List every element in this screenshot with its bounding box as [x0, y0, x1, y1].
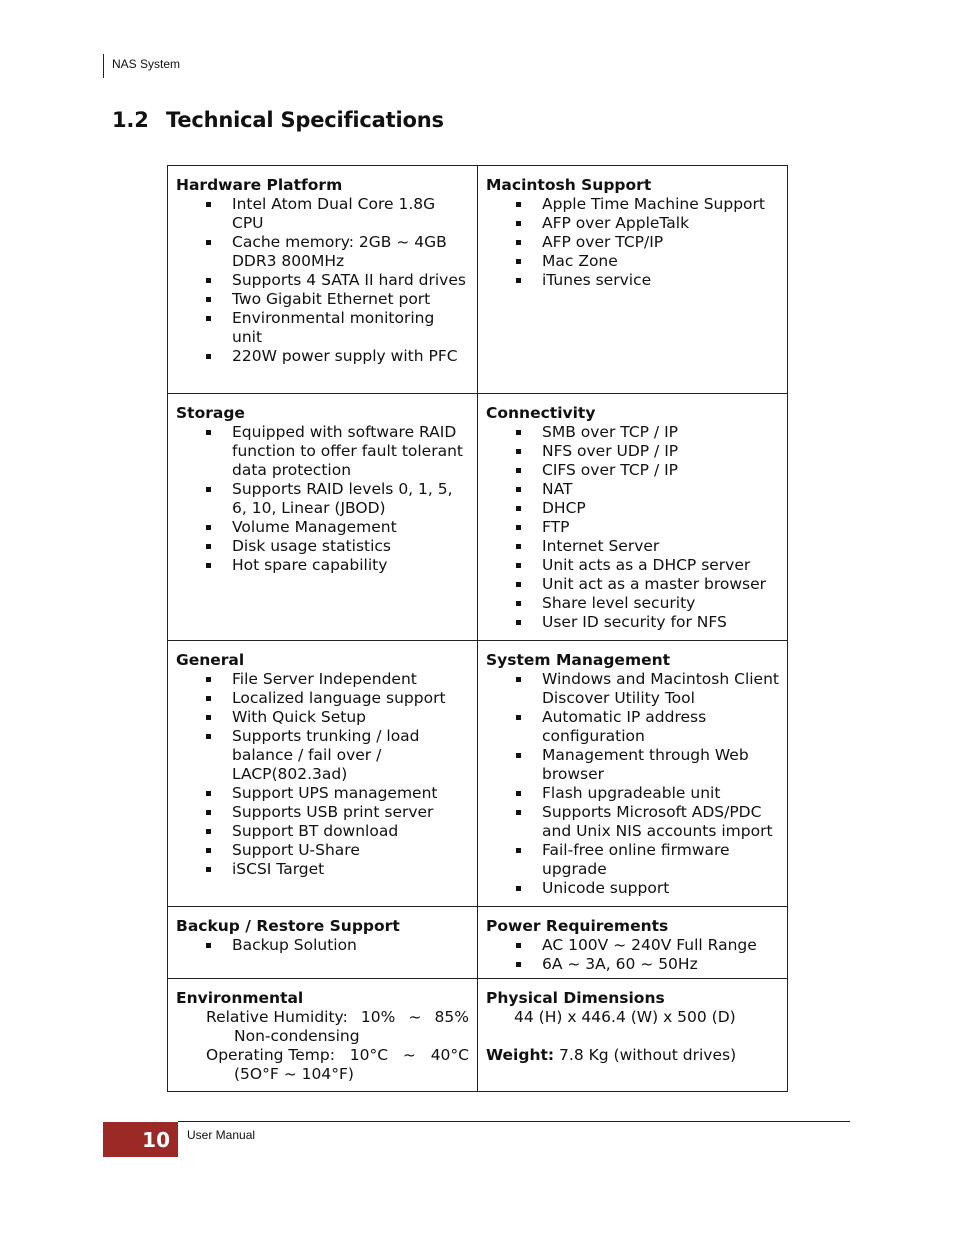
cell-title: Power Requirements — [486, 917, 669, 935]
list-item-text: Share level security — [542, 594, 696, 612]
bullet-square-icon — [516, 886, 521, 891]
list-item-text: Mac Zone — [542, 252, 618, 270]
list-item-text: Unicode support — [542, 879, 670, 897]
bullet-square-icon — [516, 753, 521, 758]
list-item-text: NFS over UDP / IP — [542, 442, 679, 460]
list-item — [514, 936, 779, 955]
humidity-note: Non-condensing — [234, 1027, 360, 1045]
temp-line — [176, 1046, 469, 1065]
temp-label: Operating Temp: — [206, 1046, 335, 1064]
list-item — [204, 537, 469, 556]
bullet-list — [176, 670, 469, 879]
bullet-square-icon — [516, 848, 521, 853]
bullet-square-icon — [206, 867, 211, 872]
list-item — [514, 442, 779, 461]
bullet-square-icon — [206, 810, 211, 815]
cell-title: General — [176, 651, 245, 669]
bullet-square-icon — [206, 791, 211, 796]
list-item — [204, 233, 469, 271]
cell-environmental — [168, 979, 478, 1092]
bullet-square-icon — [206, 677, 211, 682]
list-item — [204, 860, 469, 879]
bullet-square-icon — [516, 582, 521, 587]
bullet-square-icon — [206, 848, 211, 853]
humidity-max: 85% — [434, 1008, 469, 1026]
list-item-text: Windows and Macintosh Client Discover Utility Tool — [542, 670, 779, 707]
list-item-text: Intel Atom Dual Core 1.8G CPU — [232, 195, 436, 232]
bullet-square-icon — [516, 563, 521, 568]
list-item — [514, 233, 779, 252]
bullet-square-icon — [516, 810, 521, 815]
list-item-text: DHCP — [542, 499, 586, 517]
temp-note: (5O°F ~ 104°F) — [234, 1065, 354, 1083]
list-item — [204, 290, 469, 309]
list-item-text: Unit acts as a DHCP server — [542, 556, 751, 574]
temp-min: 10°C — [349, 1046, 389, 1064]
cell-connectivity — [478, 394, 788, 641]
list-item — [514, 670, 779, 708]
cell-physical-dimensions — [478, 979, 788, 1092]
list-item-text: Localized language support — [232, 689, 446, 707]
spec-table — [167, 165, 788, 1092]
cell-title: Connectivity — [486, 404, 596, 422]
cell-title: Environmental — [176, 989, 304, 1007]
weight-value: 7.8 Kg (without drives) — [554, 1046, 737, 1064]
bullet-square-icon — [516, 468, 521, 473]
list-item-text: Support U-Share — [232, 841, 360, 859]
list-item-text: Support BT download — [232, 822, 399, 840]
bullet-square-icon — [516, 525, 521, 530]
humidity-min: 10% — [360, 1008, 396, 1026]
list-item — [204, 309, 469, 347]
list-item-text: 220W power supply with PFC — [232, 347, 458, 365]
list-item — [514, 594, 779, 613]
bullet-square-icon — [206, 278, 211, 283]
list-item-text: Management through Web browser — [542, 746, 749, 783]
list-item — [514, 214, 779, 233]
bullet-square-icon — [516, 601, 521, 606]
bullet-square-icon — [206, 240, 211, 245]
list-item — [514, 841, 779, 879]
list-item — [204, 556, 469, 575]
list-item-text: AC 100V ~ 240V Full Range — [542, 936, 757, 954]
cell-hardware-platform — [168, 166, 478, 394]
bullet-square-icon — [516, 278, 521, 283]
bullet-list — [176, 936, 469, 955]
cell-backup-restore — [168, 907, 478, 979]
bullet-list — [176, 195, 469, 366]
footer-manual-title: User Manual — [187, 1128, 256, 1142]
list-item-text: NAT — [542, 480, 573, 498]
list-item-text: AFP over AppleTalk — [542, 214, 690, 232]
page-number: 10 — [142, 1127, 170, 1152]
list-item — [204, 689, 469, 708]
list-item — [514, 955, 779, 974]
list-item-text: Two Gigabit Ethernet port — [232, 290, 431, 308]
list-item — [204, 727, 469, 784]
table-row — [168, 394, 788, 641]
humidity-label: Relative Humidity: — [206, 1008, 348, 1026]
list-item-text: Supports USB print server — [232, 803, 434, 821]
list-item — [204, 480, 469, 518]
bullet-square-icon — [206, 734, 211, 739]
list-item — [514, 556, 779, 575]
bullet-square-icon — [206, 430, 211, 435]
cell-title: System Management — [486, 651, 671, 669]
bullet-square-icon — [516, 943, 521, 948]
list-item-text: Environmental monitoring unit — [232, 309, 435, 346]
list-item-text: CIFS over TCP / IP — [542, 461, 679, 479]
section-title — [112, 108, 444, 132]
bullet-square-icon — [206, 297, 211, 302]
weight-line — [486, 1046, 779, 1065]
cell-title: Physical Dimensions — [486, 989, 665, 1007]
cell-title: Backup / Restore Support — [176, 917, 400, 935]
table-row — [168, 979, 788, 1092]
bullet-list — [486, 423, 779, 632]
list-item — [514, 613, 779, 632]
list-item-text: Hot spare capability — [232, 556, 388, 574]
cell-macintosh-support — [478, 166, 788, 394]
list-item — [204, 784, 469, 803]
list-item — [514, 252, 779, 271]
list-item — [514, 461, 779, 480]
table-row — [168, 907, 788, 979]
list-item-text: Supports RAID levels 0, 1, 5, 6, 10, Linear (JBOD) — [232, 480, 453, 517]
list-item-text: Supports 4 SATA II hard drives — [232, 271, 466, 289]
list-item-text: Unit act as a master browser — [542, 575, 767, 593]
running-header — [103, 54, 180, 78]
bullet-square-icon — [516, 487, 521, 492]
list-item — [204, 803, 469, 822]
temp-sep: ~ — [402, 1046, 416, 1064]
cell-title: Macintosh Support — [486, 176, 652, 194]
list-item — [514, 575, 779, 594]
table-row — [168, 166, 788, 394]
list-item-text: Support UPS management — [232, 784, 438, 802]
temp-max: 40°C — [430, 1046, 469, 1064]
list-item-text: Disk usage statistics — [232, 537, 392, 555]
bullet-square-icon — [206, 563, 211, 568]
list-item — [204, 841, 469, 860]
running-title: NAS System — [112, 57, 181, 71]
list-item-text: Volume Management — [232, 518, 397, 536]
weight-label: Weight: — [486, 1046, 555, 1064]
bullet-list — [486, 936, 779, 974]
list-item — [204, 708, 469, 727]
list-item-text: 6A ~ 3A, 60 ~ 50Hz — [542, 955, 698, 973]
list-item — [514, 423, 779, 442]
list-item — [514, 480, 779, 499]
bullet-square-icon — [516, 202, 521, 207]
list-item — [514, 803, 779, 841]
bullet-square-icon — [516, 430, 521, 435]
list-item-text: iSCSI Target — [232, 860, 325, 878]
list-item — [514, 271, 779, 290]
list-item-text: iTunes service — [542, 271, 652, 289]
list-item-text: Flash upgradeable unit — [542, 784, 721, 802]
list-item-text: SMB over TCP / IP — [542, 423, 678, 441]
spacer — [486, 1027, 779, 1046]
list-item-text: File Server Independent — [232, 670, 417, 688]
list-item — [204, 195, 469, 233]
humidity-line — [176, 1008, 469, 1027]
list-item-text: Internet Server — [542, 537, 660, 555]
bullet-square-icon — [206, 829, 211, 834]
footer-rule — [178, 1121, 850, 1122]
list-item — [204, 347, 469, 366]
list-item-text: AFP over TCP/IP — [542, 233, 664, 251]
cell-title: Storage — [176, 404, 245, 422]
bullet-square-icon — [206, 202, 211, 207]
bullet-list — [486, 195, 779, 290]
bullet-square-icon — [516, 677, 521, 682]
bullet-square-icon — [206, 525, 211, 530]
list-item — [514, 746, 779, 784]
bullet-square-icon — [206, 487, 211, 492]
list-item — [204, 271, 469, 290]
bullet-square-icon — [206, 943, 211, 948]
list-item — [514, 708, 779, 746]
bullet-list — [176, 423, 469, 575]
list-item-text: User ID security for NFS — [542, 613, 727, 631]
list-item-text: Supports trunking / load balance / fail over / LACP(802.3ad) — [232, 727, 420, 783]
list-item — [204, 423, 469, 480]
bullet-square-icon — [206, 316, 211, 321]
list-item-text: Automatic IP address configuration — [542, 708, 707, 745]
list-item — [204, 518, 469, 537]
section-number: 1.2 — [112, 108, 149, 132]
list-item — [514, 879, 779, 898]
section-title-text: Technical Specifications — [166, 108, 444, 132]
bullet-square-icon — [516, 544, 521, 549]
list-item — [204, 936, 469, 955]
bullet-square-icon — [516, 259, 521, 264]
bullet-square-icon — [516, 449, 521, 454]
cell-title: Hardware Platform — [176, 176, 343, 194]
bullet-square-icon — [516, 240, 521, 245]
list-item — [514, 784, 779, 803]
bullet-square-icon — [206, 544, 211, 549]
list-item-text: Supports Microsoft ADS/PDC and Unix NIS accounts import — [542, 803, 773, 840]
bullet-square-icon — [516, 791, 521, 796]
list-item-text: Backup Solution — [232, 936, 357, 954]
list-item — [514, 499, 779, 518]
bullet-square-icon — [516, 620, 521, 625]
dimensions-value: 44 (H) x 446.4 (W) x 500 (D) — [514, 1008, 736, 1026]
list-item — [514, 537, 779, 556]
bullet-square-icon — [206, 696, 211, 701]
bullet-square-icon — [206, 715, 211, 720]
list-item-text: Equipped with software RAID function to offer fault tolerant data protection — [232, 423, 463, 479]
cell-general — [168, 641, 478, 907]
bullet-square-icon — [516, 221, 521, 226]
list-item-text: Cache memory: 2GB ~ 4GB DDR3 800MHz — [232, 233, 447, 270]
bullet-square-icon — [516, 962, 521, 967]
table-row — [168, 641, 788, 907]
list-item-text: FTP — [542, 518, 570, 536]
bullet-square-icon — [206, 354, 211, 359]
list-item — [514, 195, 779, 214]
list-item — [204, 670, 469, 689]
bullet-list — [486, 670, 779, 898]
list-item-text: With Quick Setup — [232, 708, 366, 726]
cell-storage — [168, 394, 478, 641]
list-item — [204, 822, 469, 841]
list-item — [514, 518, 779, 537]
cell-power-requirements — [478, 907, 788, 979]
humidity-sep: ~ — [408, 1008, 422, 1026]
list-item-text: Apple Time Machine Support — [542, 195, 765, 213]
bullet-square-icon — [516, 715, 521, 720]
page-number-badge — [103, 1122, 178, 1157]
bullet-square-icon — [516, 506, 521, 511]
cell-system-management — [478, 641, 788, 907]
list-item-text: Fail-free online firmware upgrade — [542, 841, 730, 878]
